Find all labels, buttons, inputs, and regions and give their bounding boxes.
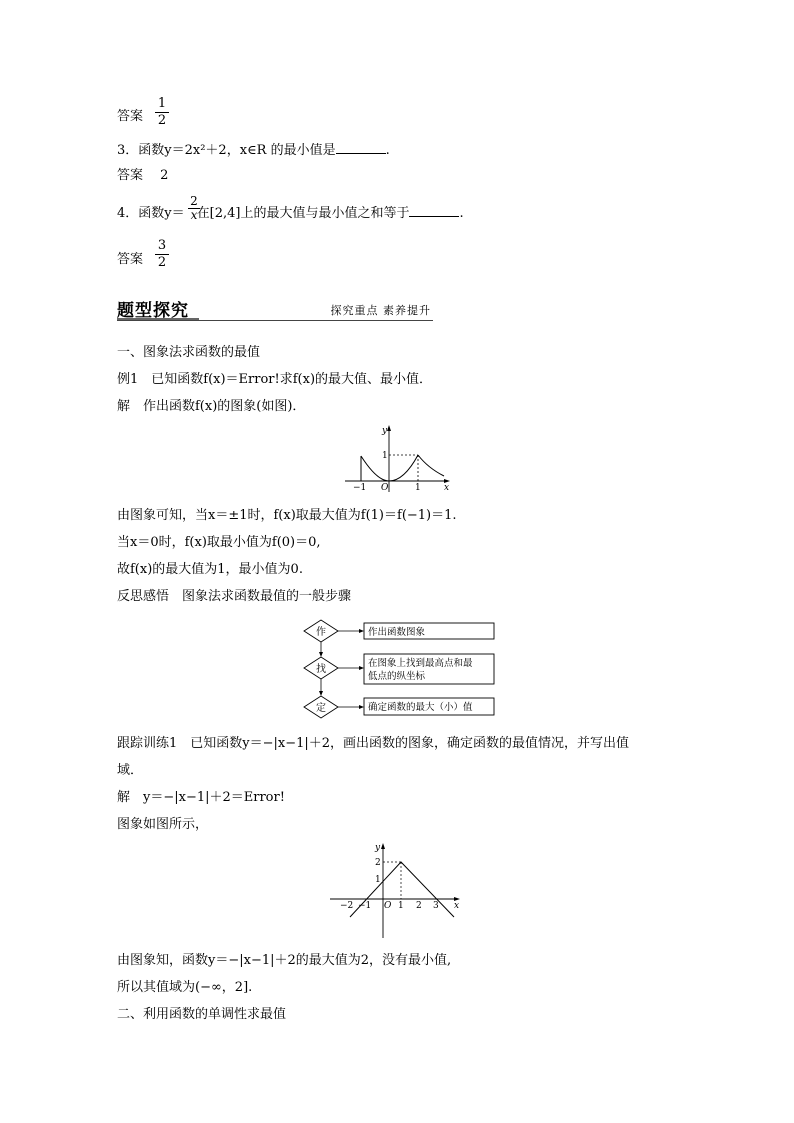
answer-1-numerator: 1 xyxy=(157,96,167,111)
answer-3-value: 2 xyxy=(160,168,169,183)
practice-1-solution: 解 y＝−|x−1|＋2＝Error! xyxy=(117,790,285,805)
graph-2 xyxy=(328,840,463,940)
practice-1-graph-note: 图象如图所示， xyxy=(117,817,209,832)
answer-4-fraction xyxy=(155,238,169,271)
graph-1-tick-y1: 1 xyxy=(382,451,388,461)
practice-1-line-2: 域． xyxy=(117,763,144,778)
practice-1-line-1: 跟踪训练1 已知函数y＝−|x−1|＋2，画出函数的图象，确定函数的最值情况，并写出值 xyxy=(117,736,630,751)
flow-box-2-line-2: 低点的纵坐标 xyxy=(368,671,426,682)
question-4-numerator: 2 xyxy=(190,194,198,208)
graph-2-tick-3: 3 xyxy=(433,901,439,911)
graph-2-tick-1: 1 xyxy=(398,901,404,911)
flow-box-2-line-1: 在图象上找到最高点和最 xyxy=(368,658,473,669)
flowchart xyxy=(298,616,498,720)
reflection-heading: 反思感悟 图象法求函数最值的一般步骤 xyxy=(117,589,352,604)
graph-1-origin: O xyxy=(381,483,389,493)
question-4-denominator: x xyxy=(190,208,198,222)
question-3-blank xyxy=(336,141,386,154)
answer-1-fraction xyxy=(155,96,169,129)
flow-step-3: 定 xyxy=(316,703,326,714)
graph-1-x-label: x xyxy=(444,483,450,493)
section-rule xyxy=(117,320,433,321)
graph-1-tick-1: 1 xyxy=(415,483,421,493)
flow-box-3: 确定函数的最大（小）值 xyxy=(368,702,473,713)
part-2-heading: 二、利用函数的单调性求最值 xyxy=(117,1007,287,1022)
graph-1-y-label: y xyxy=(382,426,388,436)
example-1: 例1 已知函数f(x)＝Error!求f(x)的最大值、最小值． xyxy=(117,372,433,387)
graph-2-tick-2: 2 xyxy=(416,901,422,911)
question-4-pre: 4．函数y＝ xyxy=(117,206,185,221)
graph-2-y-tick-1: 1 xyxy=(375,875,381,885)
flow-box-1: 作出函数图象 xyxy=(368,627,426,638)
conclusion-line-3: 故f(x)的最大值为1，最小值为0. xyxy=(117,562,303,577)
answer-1-label: 答案 xyxy=(117,109,144,124)
conclusion-line-1: 由图象可知，当x＝±1时，f(x)取最大值为f(1)＝f(−1)＝1. xyxy=(117,508,457,523)
section-subtitle: 探究重点 素养提升 xyxy=(330,304,431,317)
graph-2-x-label: x xyxy=(454,901,460,911)
answer-4-label: 答案 xyxy=(117,252,144,267)
answer-1-denominator: 2 xyxy=(157,113,167,128)
graph-2-origin: O xyxy=(384,901,392,911)
question-4-post: 在[2,4]上的最大值与最小值之和等于 xyxy=(196,206,410,221)
answer-4-numerator: 3 xyxy=(157,238,167,253)
graph-2-tick-neg1: −1 xyxy=(358,901,372,911)
practice-1-conclusion-1: 由图象知，函数y＝−|x−1|＋2的最大值为2，没有最小值, xyxy=(117,953,452,968)
flow-step-1: 作 xyxy=(316,627,326,638)
question-4-fraction xyxy=(188,195,200,222)
answer-3-label: 答案 xyxy=(117,168,144,183)
practice-1-conclusion-2: 所以其值域为(−∞，2]. xyxy=(117,980,253,995)
part-1-heading: 一、图象法求函数的最值 xyxy=(117,345,261,360)
graph-1 xyxy=(340,422,455,494)
graph-1-tick-neg1: −1 xyxy=(353,483,367,493)
question-3-text: 3．函数y＝2x²＋2，x∈R 的最小值是 xyxy=(117,143,336,158)
flow-step-2: 找 xyxy=(316,664,326,675)
section-header xyxy=(117,296,433,322)
graph-2-y-label: y xyxy=(375,843,381,853)
question-4-blank xyxy=(409,204,459,217)
graph-2-tick-neg2: −2 xyxy=(340,901,354,911)
question-3 xyxy=(117,141,390,160)
answer-3 xyxy=(117,167,168,185)
question-4-end: . xyxy=(459,206,464,221)
conclusion-line-2: 当x＝0时，f(x)取最小值为f(0)＝0, xyxy=(117,535,321,550)
graph-2-y-tick-2: 2 xyxy=(375,858,381,868)
solution-1: 解 作出函数f(x)的图象(如图)． xyxy=(117,399,306,414)
section-title: 题型探究 xyxy=(117,301,189,321)
question-3-end: . xyxy=(385,143,390,158)
answer-4-denominator: 2 xyxy=(157,255,167,270)
question-4 xyxy=(117,204,464,223)
